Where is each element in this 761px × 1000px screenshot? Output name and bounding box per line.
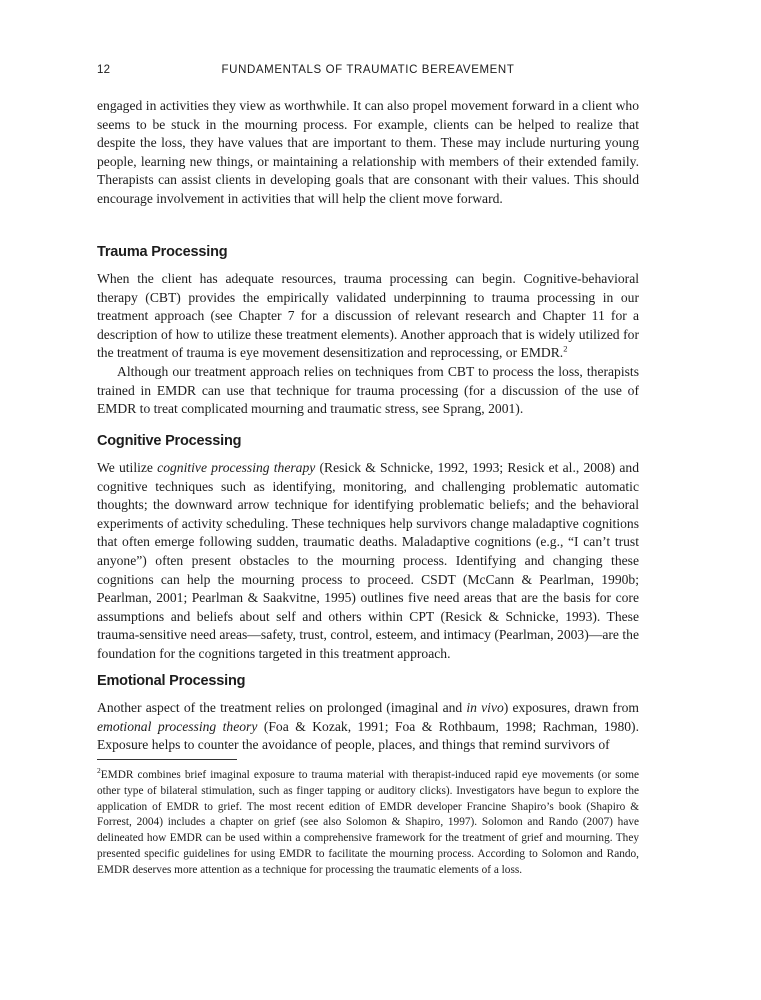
footnote-divider [97,759,237,760]
intro-section [97,97,639,209]
emotional-processing-text-b: ) exposures, drawn from [503,700,639,715]
running-title: FUNDAMENTALS OF TRAUMATIC BEREAVEMENT [221,64,515,76]
cognitive-processing-body: (Resick & Schnicke, 1992, 1993; Resick et al., 2008) and cognitive techniques such as identifying, monitoring, and challenging problematic automatic thoughts; the downward arrow technique for identifying problematic beliefs; and the behavioral experiments of activity scheduling. These techniques help survivors change maladaptive cognitions that often emerge following sudden, traumatic deaths. Maladaptive cognitions (e.g., “I can’t trust anyone”) often present obstacles to the mourning process. Identifying and changing these cognitions can help the mourning process to proceed. CSDT (McCann & Pearlman, 1990b; Pearlman, 2001; Pearlman & Saakvitne, 1995) outlines five need areas that are the basis for core assumptions and beliefs about self and others within CPT (Resick & Schnicke, 1993). These trauma-sensitive need areas—safety, trust, control, esteem, and intimacy (Pearlman, 2003)—are the foundation for the cognitions targeted in this treatment approach. [97,460,639,661]
cognitive-processing-paragraph [97,459,639,664]
emotional-processing-paragraph [97,699,639,755]
footnote-reference: 2 [563,343,568,354]
footnote-2 [97,768,639,879]
trauma-processing-section [97,244,639,419]
in-vivo-term: in vivo [466,700,504,715]
cognitive-processing-therapy-term: cognitive processing therapy [157,460,316,475]
running-header [97,64,639,80]
section-heading-cognitive-processing: Cognitive Processing [97,433,242,449]
emotional-processing-section [97,673,639,755]
page-number: 12 [97,64,111,76]
footnote-text: EMDR combines brief imaginal exposure to trauma material with therapist-induced rapid eye movements (or some other type of bilateral stimulation, such as finger tapping or auditory clicks). Investigators have begun to explore the application of EMDR to grief. The most recent edition of EMDR developer Francine Shapiro’s book (Shapiro & Forrest, 2004) includes a chapter on grief (see also Solomon & Shapiro, 1997). Solomon and Rando (2007) have delineated how EMDR can be used within a comprehensive framework for the treatment of grief and mourning. They presented specific guidelines for using EMDR to facilitate the mourning process. According to Solomon and Rando, EMDR deserves more attention as a technique for processing the traumatic elements of a loss. [97,769,639,876]
trauma-processing-paragraph-2: Although our treatment approach relies on techniques from CBT to process the loss, therapists trained in EMDR can use that technique for trauma processing (for a discussion of the use of EMDR to treat complicated mourning and traumatic stress, see Sprang, 2001). [97,363,639,417]
section-heading-trauma-processing: Trauma Processing [97,244,228,260]
trauma-processing-paragraph-1 [97,270,639,363]
section-heading-emotional-processing: Emotional Processing [97,673,246,689]
trauma-processing-paragraph-1-text: When the client has adequate resources, trauma processing can begin. Cognitive-behavioral therapy (CBT) provides the empirically validated underpinning to trauma processing in our treatment approach (see Chapter 7 for a discussion of relevant research and Chapter 11 for a description of how to utilize these treatment elements). Another approach that is widely utilized for the treatment of trauma is eye movement desensitization and reprocessing, or EMDR. [97,271,639,361]
cognitive-processing-lead: We utilize [97,460,158,475]
intro-paragraph: engaged in activities they view as worthwhile. It can also propel movement forward in a client who seems to be stuck in the mourning process. For example, clients can be helped to realize that despite the loss, they have values that are important to them. These may include nurturing young people, learning new things, or maintaining a relationship with members of their extended family. Therapists can assist clients in developing goals that are consonant with their values. This should encourage involvement in activities that will help the client move forward. [97,98,639,206]
emotional-processing-theory-term: emotional processing theory [97,718,258,734]
emotional-processing-text-c: (Foa & Kozak, 1991; Foa & Rothbaum, 1998; Rachman, 1980). Exposure helps to counter the avoidance of people, places, and things that remind survivors of [97,718,639,753]
book-page [97,0,639,1000]
footnote-marker: 2 [97,766,101,776]
emotional-processing-text-a: Another aspect of the treatment relies on prolonged (imaginal and [97,700,467,715]
cognitive-processing-section [97,433,639,664]
